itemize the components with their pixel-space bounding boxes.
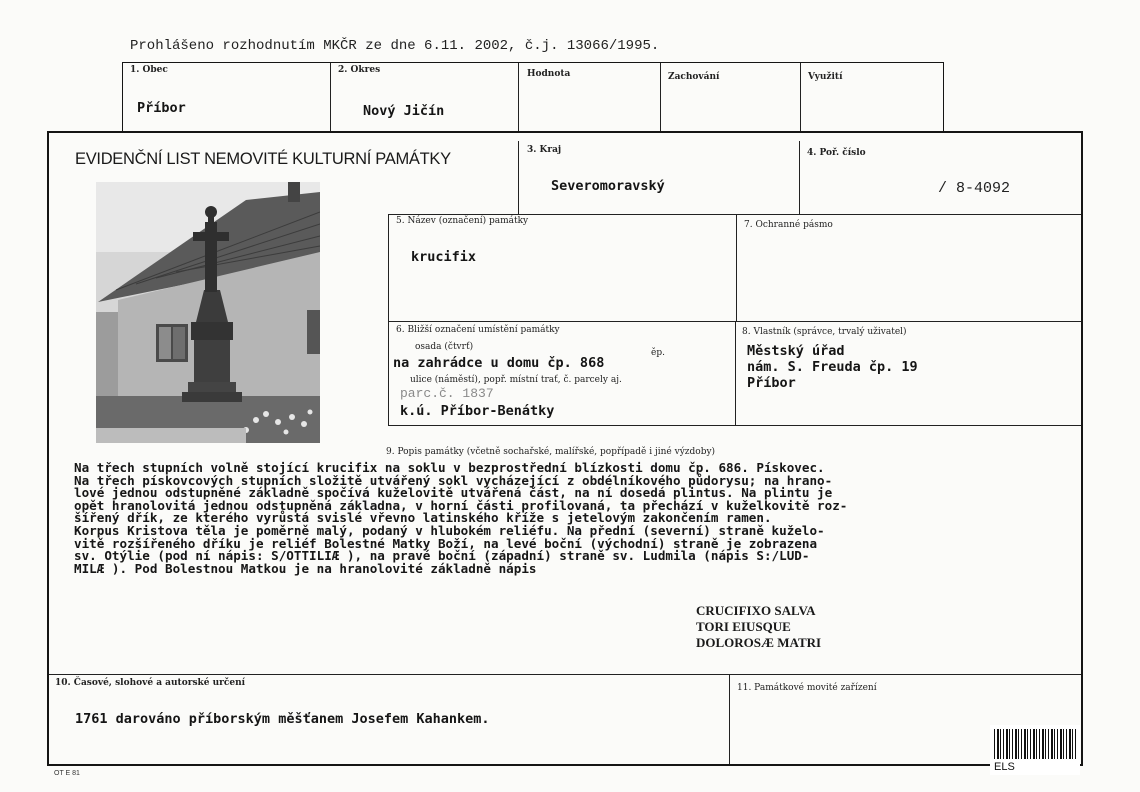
parcela-value: parc.č. 1837 — [400, 386, 494, 401]
popis-line: opět hranolovitá jednou odstupněná základna, v horní části profilovaná, ta přechází v kuželkovitě roz- — [74, 497, 848, 513]
movite-label: 11. Památkové movité zařízení — [737, 683, 877, 693]
umisteni-label: 6. Bližší označení umístění památky — [396, 325, 560, 335]
umisteni-line1: na zahrádce u domu čp. 868 — [393, 355, 605, 371]
popis-line: Na třech stupních volně stojící krucifix na soklu v bezprostřední blízkosti domu čp. 686. Pískovec. — [74, 460, 825, 475]
popis-line: MILÆ ). Pod Bolestnou Matkou je na hranolovité základně nápis — [74, 560, 537, 576]
form-code: OT E 81 — [54, 770, 80, 777]
popis-line: vitě rozšířeného dříku je reliéf Bolestné Matky Boží, na levé boční (východní) straně je zobrazena — [74, 535, 818, 551]
popis-line: Na třech pískovcových stupních složitě utvářený sokl vycházející z obdélníkového půdorysu; na hrano- — [74, 472, 833, 488]
divider — [660, 63, 661, 137]
ulice-label: ulice (náměstí), popř. místní trať, č. parcely aj. — [410, 375, 622, 385]
barcode-label: ELS — [994, 761, 1015, 773]
nazev-row — [388, 214, 1081, 322]
form-title: EVIDENČNÍ LIST NEMOVITÉ KULTURNÍ PAMÁTKY — [75, 150, 451, 168]
inscription-line: CRUCIFIXO SALVA — [696, 603, 816, 618]
vyuziti-label: Využití — [808, 72, 843, 82]
por-cislo-label: 4. Poř. číslo — [807, 148, 866, 158]
divider — [735, 322, 736, 426]
okres-label: 2. Okres — [338, 65, 381, 75]
ku-value: k.ú. Příbor-Benátky — [400, 403, 555, 419]
ochranne-pasmo-label: 7. Ochranné pásmo — [744, 220, 833, 230]
kraj-value: Severomoravský — [551, 178, 665, 194]
hodnota-label: Hodnota — [527, 69, 571, 79]
popis-line: lové jednou odstupněné základně spočívá kuželovitě utvářená část, na ní dosedá plintus. Na plintu je — [74, 485, 833, 501]
vlastnik-line3: Příbor — [747, 375, 796, 391]
divider — [799, 141, 800, 215]
vlastnik-label: 8. Vlastník (správce, trvalý uživatel) — [742, 327, 907, 337]
nazev-label: 5. Název (označení) památky — [396, 216, 529, 226]
por-cislo-value: / 8-4092 — [938, 180, 1011, 197]
vlastnik-line2: nám. S. Freuda čp. 19 — [747, 359, 918, 375]
inscription-line: DOLOROSÆ MATRI — [696, 635, 822, 650]
divider — [800, 63, 801, 137]
popis-label: 9. Popis památky (včetně sochařské, malířské, popřípadě i jiné výzdoby) — [386, 447, 716, 457]
divider — [518, 63, 519, 137]
nazev-value: krucifix — [411, 249, 477, 265]
barcode-bars — [994, 729, 1076, 759]
divider — [49, 674, 1081, 675]
okres-value: Nový Jičín — [363, 103, 445, 119]
casove-value: 1761 darováno příborským měšťanem Josefem Kahankem. — [75, 711, 490, 727]
divider — [729, 674, 730, 764]
obec-label: 1. Obec — [130, 65, 168, 75]
popis-text — [74, 462, 1084, 575]
divider — [330, 63, 331, 137]
divider — [736, 214, 737, 322]
casove-label: 10. Časové, slohové a autorské určení — [55, 678, 246, 688]
vlastnik-line1: Městský úřad — [747, 343, 845, 359]
popis-line: sv. Otýlie (pod ní nápis: S/OTTILIÆ ), na pravé boční (západní) straně sv. Ludmila (nápis S:/LUD- — [74, 548, 810, 564]
barcode — [990, 725, 1080, 775]
obec-value: Příbor — [137, 100, 186, 116]
ep-label: ěp. — [651, 348, 665, 358]
osada-label: osada (čtvrť) — [415, 342, 474, 352]
kraj-label: 3. Kraj — [527, 145, 562, 155]
declaration-note: Prohlášeno rozhodnutím MKČR ze dne 6.11. 2002, č.j. 13066/1995. — [130, 38, 660, 54]
monument-photo — [96, 182, 320, 443]
inscription-line: TORI EIUSQUE — [696, 619, 791, 634]
zachovani-label: Zachování — [668, 72, 720, 82]
popis-line: Korpus Kristova těla je poměrně malý, podaný v hlubokém reliéfu. Na přední (severní) straně kuželo- — [74, 522, 825, 538]
popis-line: šířený dřík, ze kterého vyrůstá svislé vřevno latinského kříže s jetelovým zakončením ramen. — [74, 510, 772, 526]
